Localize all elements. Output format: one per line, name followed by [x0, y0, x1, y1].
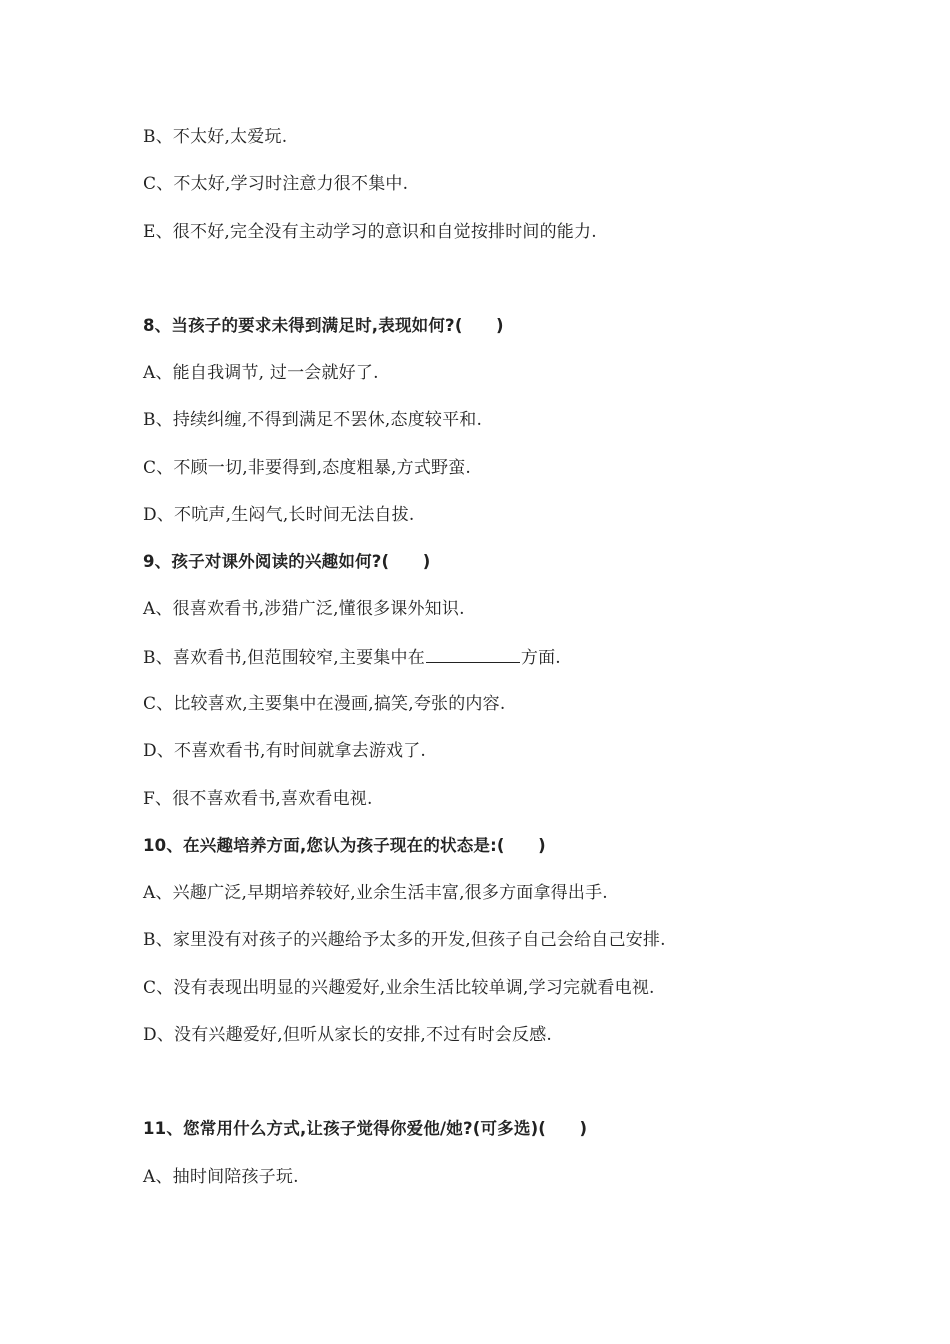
option-7c: C、不太好,学习时注意力很不集中.: [143, 174, 409, 194]
option-9b: [143, 647, 561, 668]
option-10b: B、家里没有对孩子的兴趣给予太多的开发,但孩子自己会给自己安排.: [143, 930, 666, 950]
option-11a: A、抽时间陪孩子玩.: [143, 1167, 299, 1187]
option-10d: D、没有兴趣爱好,但听从家长的安排,不过有时会反感.: [143, 1025, 553, 1045]
option-8d: D、不吭声,生闷气,长时间无法自拔.: [143, 505, 415, 525]
question-8: 8、当孩子的要求未得到满足时,表现如何?( ): [143, 316, 504, 335]
option-8c: C、不顾一切,非要得到,态度粗暴,方式野蛮.: [143, 458, 472, 478]
option-9a: A、很喜欢看书,涉猎广泛,懂很多课外知识.: [143, 599, 465, 619]
option-7e: E、很不好,完全没有主动学习的意识和自觉按排时间的能力.: [143, 222, 597, 242]
option-8b: B、持续纠缠,不得到满足不罢休,态度较平和.: [143, 410, 483, 430]
option-9c: C、比较喜欢,主要集中在漫画,搞笑,夸张的内容.: [143, 694, 506, 714]
option-9b-text-after: 方面.: [520, 648, 561, 668]
question-11: 11、您常用什么方式,让孩子觉得你爱他/她?(可多选)( ): [143, 1119, 588, 1138]
option-9f: F、很不喜欢看书,喜欢看电视.: [143, 789, 373, 809]
option-9b-text-before: B、喜欢看书,但范围较窄,主要集中在: [143, 648, 425, 668]
option-7b: B、不太好,太爱玩.: [143, 127, 288, 147]
fill-in-blank: [426, 647, 520, 663]
option-8a: A、能自我调节, 过一会就好了.: [143, 363, 379, 383]
option-10a: A、兴趣广泛,早期培养较好,业余生活丰富,很多方面拿得出手.: [143, 883, 608, 903]
option-9d: D、不喜欢看书,有时间就拿去游戏了.: [143, 741, 427, 761]
question-9: 9、孩子对课外阅读的兴趣如何?( ): [143, 552, 431, 571]
option-10c: C、没有表现出明显的兴趣爱好,业余生活比较单调,学习完就看电视.: [143, 978, 655, 998]
question-10: 10、在兴趣培养方面,您认为孩子现在的状态是:( ): [143, 836, 546, 855]
